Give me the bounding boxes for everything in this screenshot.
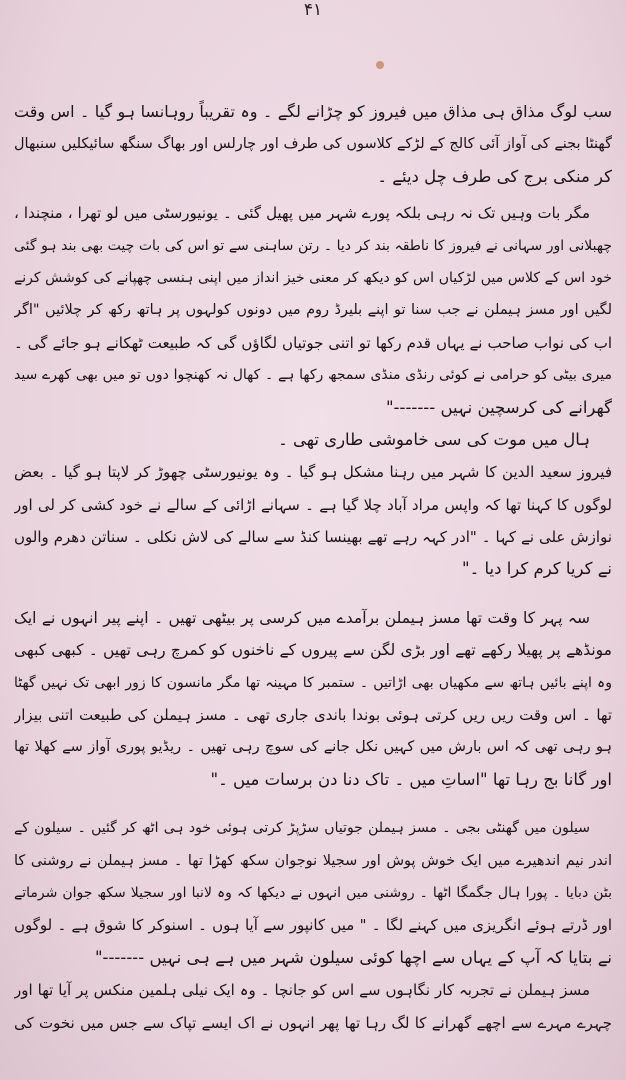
text-line: اور گانا بج رہا تھا "اساتِ میں ۔ تاک دنا دن برسات میں ۔" — [210, 769, 612, 789]
text-line: میری بیٹی کو حرامی نے کوئی رنڈی منڈی سمجھ رکھا ہے ۔ کھال نہ کھنچوا دوں تو میں بھی کھرے سید — [14, 367, 612, 384]
text-line: لگیں اور مسز ہیملن نے جب سنا تو اپنے بلیرڈ روم میں دونوں کولہوں پر ہاتھ رکھ کر چلائیں "اگر — [14, 302, 612, 319]
text-line: نے بتایا کہ آپ کے یہاں سے اچھا کوئی سیلون شہر میں ہے ہی نہیں -------" — [94, 947, 612, 967]
text-line: وہ اپنے بائیں ہاتھ سے مکھیاں بھی اڑاتیں ۔ ستمبر کا مہینہ تھا مگر مانسون کا زور ابھی تک نہیں گھٹا — [14, 674, 612, 691]
text-line: فیروز سعید الدین کا شہر میں رہنا مشکل ہو گیا ۔ وہ یونیورسٹی چھوڑ کر لاپتا ہو گیا ۔ بعض — [14, 463, 612, 482]
text-line: لوگوں کا کہنا تھا کہ واپس مراد آباد چلا گیا ہے ۔ سہانے اڑائی کے سالے نے خود کشی کر لی اور — [14, 495, 612, 514]
paper-blemish — [376, 61, 384, 69]
text-line: اندر نیم اندھیرے میں ایک خوش پوش اور سجیلا نوجوان سکھ کھڑا تھا ۔ مسز ہیملن نے روشنی کا — [14, 852, 612, 869]
text-line: سب لوگ مذاق ہی مذاق میں فیروز کو چڑانے لگے ۔ وہ تقریباً روہانسا ہو گیا ۔ اس وقت — [14, 102, 612, 121]
text-line: چہرے مہرے سے اچھے گھرانے کا لگ رہا تھا پھر انہوں نے اک ایسے تپاک سے جس میں نخوت کی — [14, 1013, 612, 1032]
text-line: مگر بات وہیں تک نہ رہی بلکہ پورے شہر میں پھیل گئی ۔ یونیورسٹی میں لو تھرا ، منچندا ، — [14, 204, 590, 223]
text-line: تھا ۔ اس وقت ریں ریں کرتی ہوئی بوندا باندی جاری تھی ۔ مسز ہیملن کی طبیعت اتنی بیزار — [14, 706, 612, 725]
text-line: ہال میں موت کی سی خاموشی طاری تھی ۔ — [278, 429, 590, 449]
text-line: اور ڈرتے ہوئے انگریزی میں کہنے لگا ۔ " میں کانپور سے آیا ہوں ۔ اسنوکر کا شوق ہے ۔ لوگوں — [14, 916, 612, 935]
text-line: خود اس کے کلاس میں لڑکیاں اس کو دیکھ کر معنی خیز انداز میں اپنی ہنسی چھپانے کی کوشش کرنے — [14, 269, 612, 286]
text-line: مونڈھے پر پھیلا رکھے تھے اور بڑی لگن سے پیروں کے ناخنوں کو کمرچ رہی تھیں ۔ کبھی کبھی — [14, 641, 612, 660]
text-line: اب کی نواب صاحب نے یہاں قدم رکھا تو اتنی جوتیاں لگاؤں گی کہ طبیعت ٹھکانے ہو جائے گی ۔ — [14, 333, 612, 352]
text-line: سہ پہر کا وقت تھا مسز ہیملن برآمدے میں کرسی پر بیٹھی تھیں ۔ اپنے پیر انہوں نے ایک — [14, 608, 590, 627]
text-line: چھبلانی اور سہانی نے فیروز کا ناطقہ بند کر دیا ۔ رتن ساہنی سے تو اس کی بات چیت بھی بند ہو گئی — [14, 237, 612, 254]
body-text — [14, 96, 612, 1039]
text-line: سیلون میں گھنٹی بجی ۔ مسز ہیملن جوتیاں سڑپڑ کرتی ہوئی خود ہی اٹھ کر گئیں ۔ سیلون کے — [14, 820, 590, 837]
text-line: ہو رہی تھی کہ اس بارش میں کہیں نکل جانے کی سوچ رہی تھیں ۔ ریڈیو پوری آواز سے کھلا تھا — [14, 739, 612, 756]
text-line: بٹن دبایا ۔ پورا ہال جگمگا اٹھا ۔ روشنی میں انہوں نے دیکھا کہ وہ لانبا اور سجیلا سکھ جوان شرماتے — [14, 884, 612, 901]
text-line: نوازش علی نے کہا ۔ "ادر کہہ رہے تھے بھینسا کنڈ سے سالے کی لاش نکلی ۔ سناتن دھرم والوں — [14, 528, 612, 547]
text-line: مسز ہیملن نے تجربہ کار نگاہوں سے اس کو جانچا ۔ وہ ایک نیلی ہلمین منکس پر آیا تھا اور — [14, 981, 590, 1000]
text-line: گھنٹا بجنے کی آواز آئی کالج کے لڑکے کلاسوں کی طرف اور چارلس اور بھاگ سنگھ سائیکلیں سنبھال — [14, 136, 612, 153]
text-line: گھرانے کی کرسچین نہیں -------" — [385, 397, 612, 417]
page-number: ۴۱ — [303, 0, 323, 20]
text-line: نے کریا کرم کرا دیا ۔" — [461, 559, 612, 579]
text-line: کر منکی برج کی طرف چل دیئے ۔ — [377, 166, 612, 186]
